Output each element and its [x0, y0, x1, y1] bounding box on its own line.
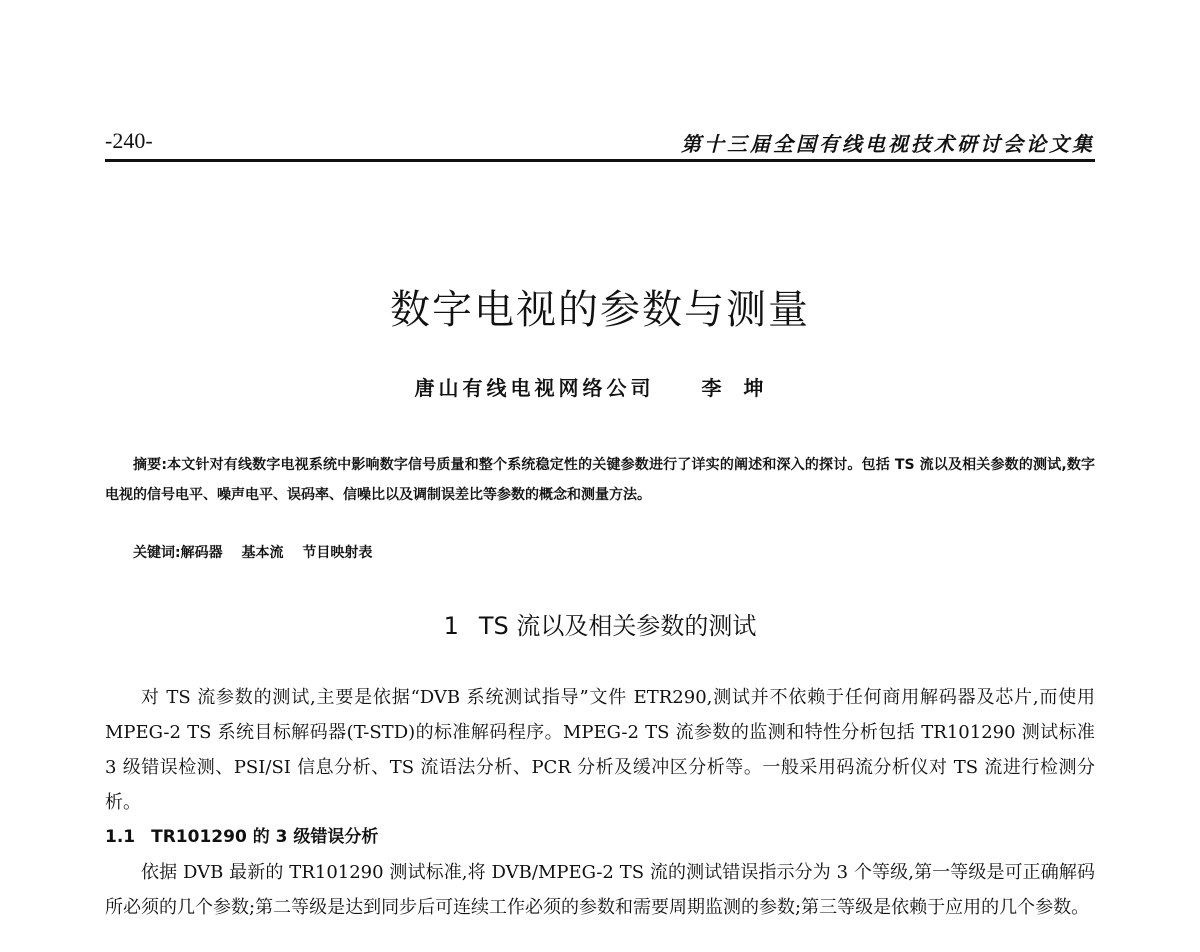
page-number: -240-: [105, 128, 153, 153]
keyword-item: 解码器: [180, 545, 223, 561]
section-heading: [0, 606, 1200, 641]
body-paragraph: 依据 DVB 最新的 TR101290 测试标准,将 DVB/MPEG-2 TS 流的测试错误指示分为 3 个等级,第一等级是可正确解码所必须的几个参数;第二等级是达到同步后可连续工作必须的参数和需要周期监测的参数;第三等级是依赖于应用的几个参数。: [105, 862, 1095, 918]
subsection-heading: [105, 822, 378, 847]
keyword-item: 节目映射表: [302, 545, 373, 561]
abstract: 摘要:本文针对有线数字电视系统中影响数字信号质量和整个系统稳定性的关键参数进行了详实的阐述和深入的探讨。包括 TS 流以及相关参数的测试,数字电视的信号电平、噪声电平、误码率、信噪比以及调制误差比等参数的概念和测量方法。: [105, 457, 1095, 503]
article-title: 数字电视的参数与测量: [390, 287, 810, 333]
proceedings-title: 第十三届全国有线电视技术研讨会论文集: [681, 132, 1095, 156]
keywords-label: 关键词:: [133, 545, 181, 561]
keyword-item: 基本流: [241, 545, 284, 561]
header-rule: [105, 159, 1095, 162]
subsection-number: 1.1: [105, 827, 136, 847]
byline: [0, 372, 1200, 401]
body-paragraph: 对 TS 流参数的测试,主要是依据“DVB 系统测试指导”文件 ETR290,测试并不依赖于任何商用解码器及芯片,而使用 MPEG-2 TS 系统目标解码器(T-STD)的标准解码程序。MPEG-2 TS 流参数的监测和特性分析包括 TR101290 测试标准 3 级错误检测、PSI/SI 信息分析、TS 流语法分析、PCR 分析及缓冲区分析等。一般采用码流分析仪对 TS 流进行检测分析。: [105, 687, 1095, 813]
subsection-title: TR101290 的 3 级错误分析: [151, 827, 379, 847]
author-name: 李坤: [701, 376, 786, 400]
running-header: [105, 128, 1095, 160]
keywords: [133, 542, 386, 562]
section-title: TS 流以及相关参数的测试: [478, 612, 757, 640]
author-organization: 唐山有线电视网络公司: [414, 376, 655, 400]
section-number: 1: [443, 612, 459, 640]
